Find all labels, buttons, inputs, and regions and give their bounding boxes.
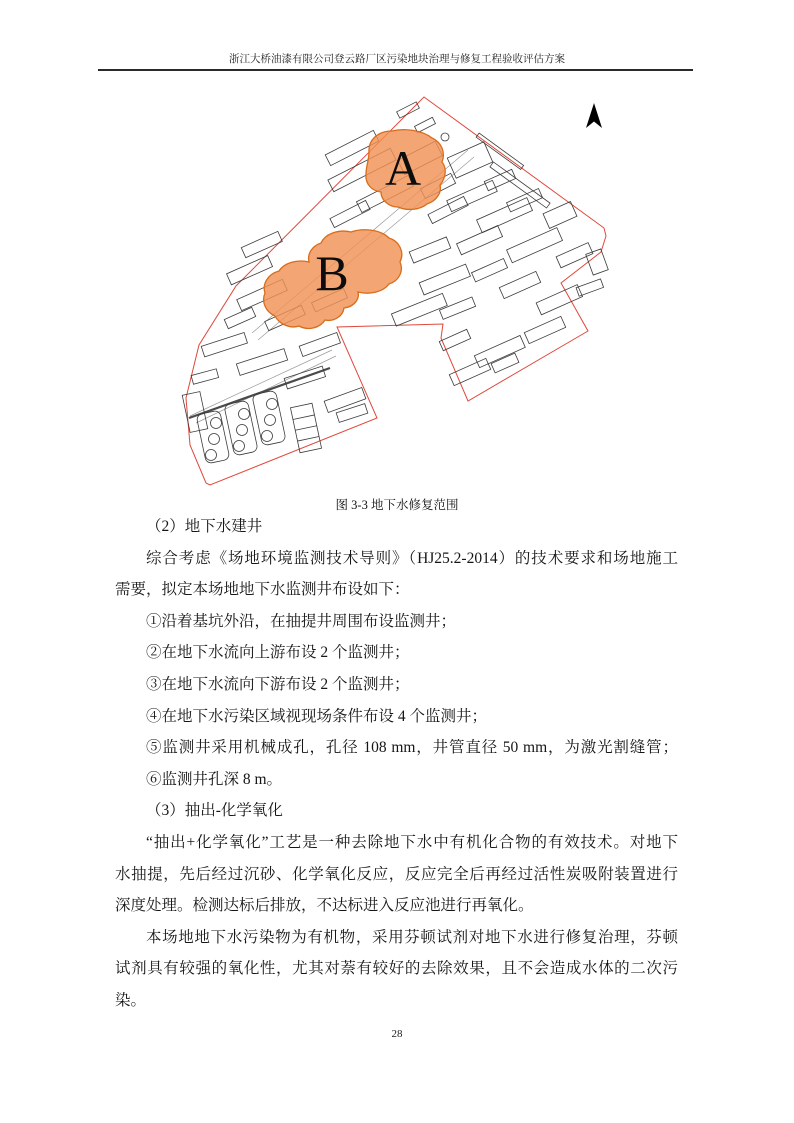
area-label-b: B	[315, 245, 349, 301]
page-header-title: 浙江大桥油漆有限公司登云路厂区污染地块治理与修复工程验收评估方案	[229, 54, 565, 65]
body-line: “抽出+化学氧化”工艺是一种去除地下水中有机化合物的有效技术。对地下	[146, 833, 678, 851]
header-rule	[98, 69, 693, 71]
body-line: ④在地下水污染区域视现场条件布设 4 个监测井；	[146, 707, 488, 725]
area-label-a: A	[384, 140, 422, 196]
site-plan-figure	[180, 90, 626, 492]
north-arrow-icon	[586, 103, 602, 128]
body-line: ②在地下水流向上游布设 2 个监测井；	[146, 644, 410, 662]
body-line: 综合考虑《场地环境监测技术导则》（HJ25.2-2014）的技术要求和场地施工	[146, 549, 678, 567]
rail-band	[189, 368, 330, 418]
body-line: 染。	[115, 991, 147, 1009]
body-line: 深度处理。检测达标后排放，不达标进入反应池进行再氧化。	[115, 897, 534, 915]
body-line: 本场地地下水污染物为有机物，采用芬顿试剂对地下水进行修复治理，芬顿	[146, 928, 678, 946]
figure-caption: 图 3-3 地下水修复范围	[335, 498, 459, 512]
body-text	[115, 511, 678, 1017]
page-number: 28	[391, 1028, 403, 1040]
body-line: ③在地下水流向下游布设 2 个监测井；	[146, 675, 410, 693]
body-line: 水抽提，先后经过沉砂、化学氧化反应，反应完全后再经过活性炭吸附装置进行	[115, 865, 678, 883]
body-line: （3）抽出-化学氧化	[146, 802, 283, 820]
body-line: ⑤监测井采用机械成孔，孔径 108 mm，井管直径 50 mm，为激光割缝管；	[146, 739, 678, 757]
body-line: （2）地下水建井	[146, 518, 263, 535]
body-line: ⑥监测井孔深 8 m。	[146, 770, 283, 788]
body-line: 需要，拟定本场地地下水监测井布设如下：	[115, 581, 410, 599]
body-line: 试剂具有较强的氧化性，尤其对萘有较好的去除效果，且不会造成水体的二次污	[115, 960, 678, 978]
body-line: ①沿着基坑外沿，在抽提井周围布设监测井；	[146, 612, 457, 630]
